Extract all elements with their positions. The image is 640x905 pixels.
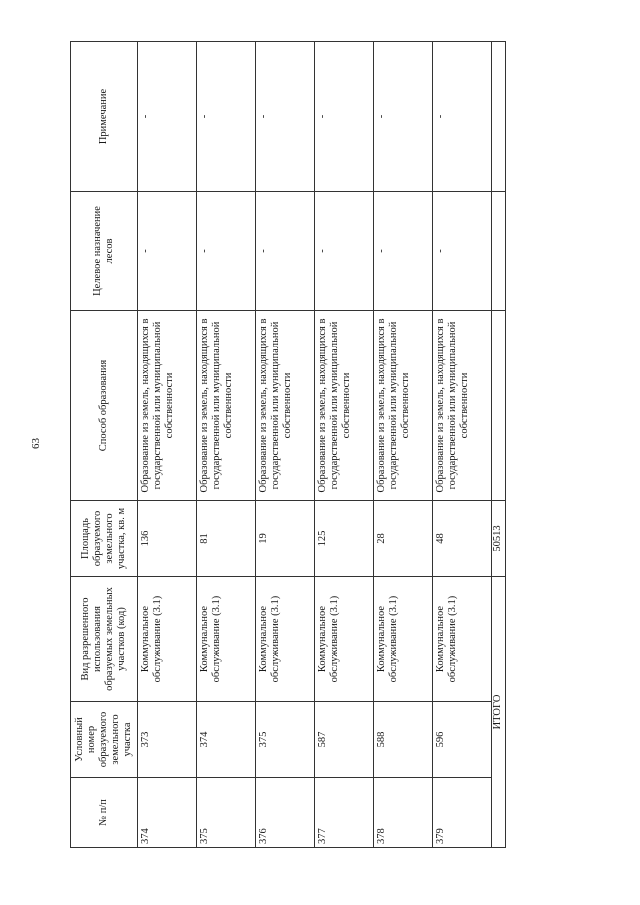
cell-method: Образование из земель, находящихся в государственной или муниципальной собственности [256, 311, 315, 501]
cell-num: 374 [138, 778, 197, 848]
header-method: Способ образования [71, 311, 138, 501]
cell-note: - [197, 42, 256, 192]
cell-permitted-use: Коммунальное обслуживание (3.1) [256, 577, 315, 702]
cell-area: 19 [256, 501, 315, 577]
cell-cond-number: 587 [315, 702, 374, 778]
table-row [433, 42, 492, 848]
cell-num: 379 [433, 778, 492, 848]
cell-area: 125 [315, 501, 374, 577]
cell-area: 81 [197, 501, 256, 577]
cell-cond-number: 374 [197, 702, 256, 778]
cell-forest-purpose: - [197, 192, 256, 311]
cell-num: 377 [315, 778, 374, 848]
table-row [138, 42, 197, 848]
header-permitted-use: Вид разрешенного использования образуемых земельных участков (код) [71, 577, 138, 702]
total-label: ИТОГО [492, 577, 506, 848]
cell-num: 376 [256, 778, 315, 848]
cell-forest-purpose: - [138, 192, 197, 311]
cell-method: Образование из земель, находящихся в государственной или муниципальной собственности [315, 311, 374, 501]
cell-cond-number: 588 [374, 702, 433, 778]
total-empty-cell [492, 311, 506, 501]
header-area: Площадь образуемого земельного участка, кв. м [71, 501, 138, 577]
cell-permitted-use: Коммунальное обслуживание (3.1) [197, 577, 256, 702]
cell-method: Образование из земель, находящихся в государственной или муниципальной собственности [138, 311, 197, 501]
table-row [315, 42, 374, 848]
header-note: Примечание [71, 42, 138, 192]
table-header-row [71, 42, 138, 848]
land-plots-table [70, 41, 506, 848]
table-row [197, 42, 256, 848]
total-value: 50513 [492, 501, 506, 577]
cell-permitted-use: Коммунальное обслуживание (3.1) [315, 577, 374, 702]
cell-note: - [374, 42, 433, 192]
cell-note: - [256, 42, 315, 192]
cell-permitted-use: Коммунальное обслуживание (3.1) [374, 577, 433, 702]
cell-method: Образование из земель, находящихся в государственной или муниципальной собственности [197, 311, 256, 501]
cell-area: 28 [374, 501, 433, 577]
cell-method: Образование из земель, находящихся в государственной или муниципальной собственности [433, 311, 492, 501]
table-row [374, 42, 433, 848]
total-row [492, 42, 506, 848]
cell-note: - [138, 42, 197, 192]
total-empty-cell [492, 192, 506, 311]
table-row [256, 42, 315, 848]
cell-cond-number: 596 [433, 702, 492, 778]
cell-forest-purpose: - [374, 192, 433, 311]
header-forest-purpose: Целевое назначение лесов [71, 192, 138, 311]
page-number: 63 [30, 438, 42, 449]
total-empty-cell [492, 42, 506, 192]
cell-cond-number: 373 [138, 702, 197, 778]
cell-permitted-use: Коммунальное обслуживание (3.1) [138, 577, 197, 702]
header-num: № п/п [71, 778, 138, 848]
cell-method: Образование из земель, находящихся в государственной или муниципальной собственности [374, 311, 433, 501]
cell-num: 375 [197, 778, 256, 848]
cell-forest-purpose: - [433, 192, 492, 311]
cell-area: 136 [138, 501, 197, 577]
cell-cond-number: 375 [256, 702, 315, 778]
cell-note: - [315, 42, 374, 192]
cell-permitted-use: Коммунальное обслуживание (3.1) [433, 577, 492, 702]
rotated-page [70, 41, 506, 848]
header-cond-number: Условный номер образуемого земельного участка [71, 702, 138, 778]
cell-forest-purpose: - [315, 192, 374, 311]
cell-num: 378 [374, 778, 433, 848]
cell-note: - [433, 42, 492, 192]
cell-forest-purpose: - [256, 192, 315, 311]
cell-area: 48 [433, 501, 492, 577]
